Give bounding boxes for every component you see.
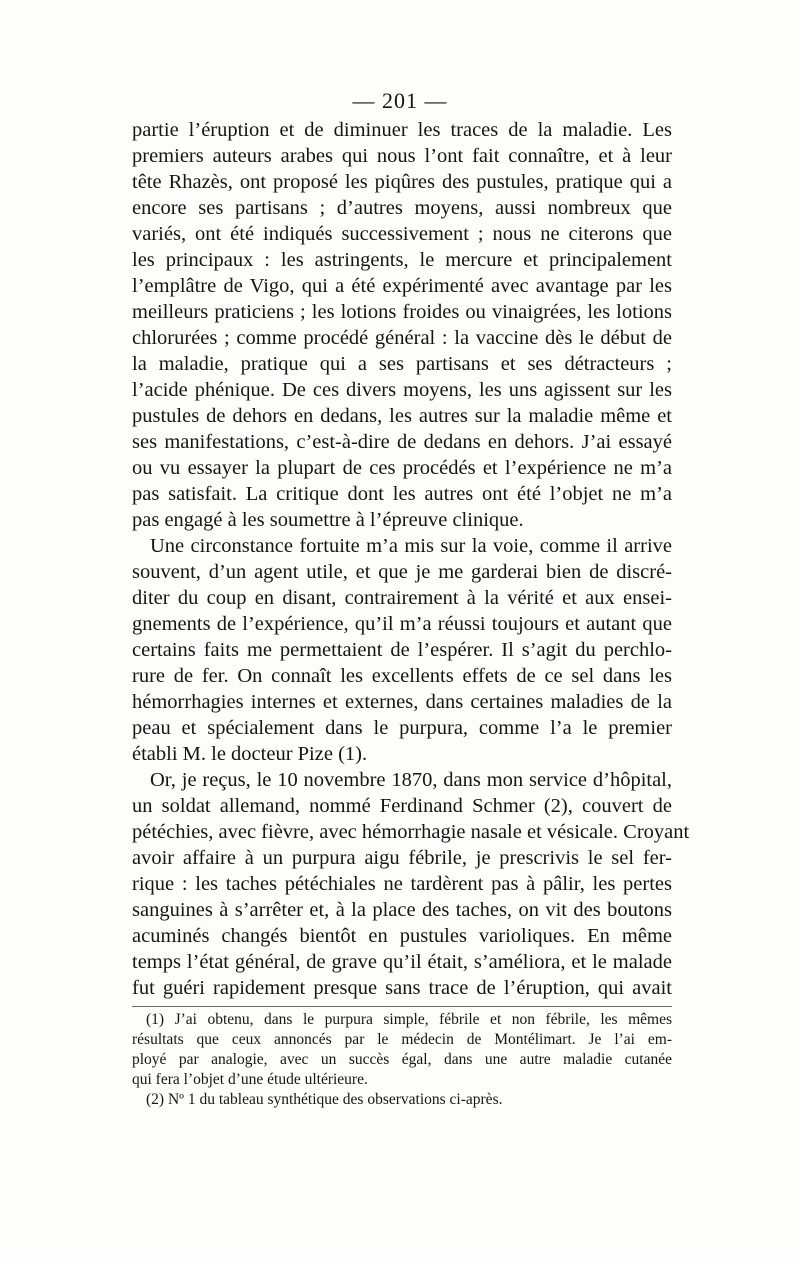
text-line: rure de fer. On connaît les excellents effets de ce sel dans les — [132, 665, 672, 687]
text-line: un soldat allemand, nommé Ferdinand Schmer (2), couvert de — [132, 795, 672, 817]
text-line: rique : les taches pétéchiales ne tardèrent pas à pâlir, les pertes — [132, 873, 672, 895]
text-line: temps l’état général, de grave qu’il était, s’améliora, et le malade — [132, 951, 672, 973]
text-line: partie l’éruption et de diminuer les traces de la maladie. Les — [132, 119, 672, 141]
footnote-line: qui fera l’objet d’une étude ultérieure. — [132, 1071, 368, 1088]
text-line: pustules de dehors en dedans, les autres sur la maladie même et — [132, 405, 672, 427]
footnote-separator — [132, 1006, 672, 1007]
text-line: meilleurs praticiens ; les lotions froides ou vinaigrées, les lotions — [132, 301, 672, 323]
footnote-line: (2) Nº 1 du tableau synthétique des observations ci-après. — [146, 1091, 503, 1108]
footnote-line: résultats que ceux annoncés par le médecin de Montélimart. Je l’ai em- — [132, 1031, 672, 1048]
text-line: ou vu essayer la plupart de ces procédés et l’expérience ne m’a — [132, 457, 672, 479]
text-line: pas satisfait. La critique dont les autres ont été l’objet ne m’a — [132, 483, 672, 505]
text-line: pas engagé à les soumettre à l’épreuve clinique. — [132, 509, 524, 531]
text-line: gnements de l’expérience, qu’il m’a réussi toujours et autant que — [132, 613, 672, 635]
text-line: avoir affaire à un purpura aigu fébrile, je prescrivis le sel fer- — [132, 847, 672, 869]
text-line: premiers auteurs arabes qui nous l’ont fait connaître, et à leur — [132, 145, 672, 167]
text-line: la maladie, pratique qui a ses partisans et ses détracteurs ; — [132, 353, 672, 375]
text-line: diter du coup en disant, contrairement à la vérité et aux ensei- — [132, 587, 672, 609]
text-line: encore ses partisans ; d’autres moyens, aussi nombreux que — [132, 197, 672, 219]
text-line: chlorurées ; comme procédé général : la vaccine dès le début de — [132, 327, 672, 349]
text-line: l’emplâtre de Vigo, qui a été expérimenté avec avantage par les — [132, 275, 672, 297]
footnote-line: (1) J’ai obtenu, dans le purpura simple, fébrile et non fébrile, les mêmes — [146, 1011, 672, 1028]
text-line: établi M. le docteur Pize (1). — [132, 743, 368, 765]
text-line: l’acide phénique. De ces divers moyens, les uns agissent sur les — [132, 379, 672, 401]
footnote-line: ployé par analogie, avec un succès égal, dans une autre maladie cutanée — [132, 1051, 672, 1068]
text-line: les principaux : les astringents, le mercure et principalement — [132, 249, 672, 271]
text-line: acuminés changés bientôt en pustules varioliques. En même — [132, 925, 672, 947]
text-line: peau et spécialement dans le purpura, comme l’a le premier — [132, 717, 672, 739]
text-line: certains faits me permettaient de l’espérer. Il s’agit du perchlo- — [132, 639, 672, 661]
text-line: fut guéri rapidement presque sans trace de l’éruption, qui avait — [132, 977, 672, 999]
text-line: souvent, d’un agent utile, et que je me garderai bien de discré- — [132, 561, 672, 583]
text-line: variés, ont été indiqués successivement ; nous ne citerons que — [132, 223, 672, 245]
text-line: pétéchies, avec fièvre, avec hémorrhagie nasale et vésicale. Croyant — [132, 821, 690, 843]
text-line: ses manifestations, c’est-à-dire de dedans en dehors. J’ai essayé — [132, 431, 672, 453]
page-number: — 201 — — [352, 88, 448, 113]
text-line: Une circonstance fortuite m’a mis sur la voie, comme il arrive — [150, 535, 672, 557]
text-line: hémorrhagies internes et externes, dans certaines maladies de la — [132, 691, 672, 713]
text-line: tête Rhazès, ont proposé les piqûres des pustules, pratique qui a — [132, 171, 672, 193]
text-line: Or, je reçus, le 10 novembre 1870, dans mon service d’hôpital, — [150, 769, 672, 791]
text-line: sanguines à s’arrêter et, à la place des taches, on vit des boutons — [132, 899, 672, 921]
